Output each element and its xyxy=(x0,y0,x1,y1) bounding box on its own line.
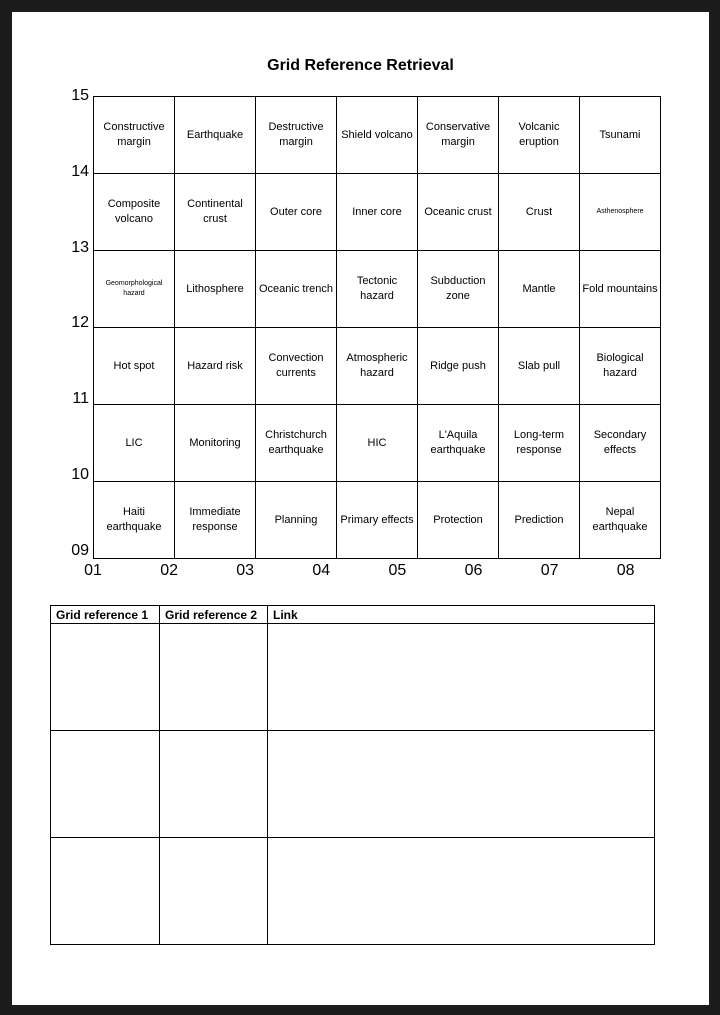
y-axis-label: 15 xyxy=(71,87,89,104)
grid-cell: Subduction zone xyxy=(418,251,499,328)
header-grid-reference-1: Grid reference 1 xyxy=(51,606,160,624)
link-cell[interactable] xyxy=(268,838,655,945)
grid-cell: Volcanic eruption xyxy=(499,97,580,174)
grid-row xyxy=(94,97,661,174)
grid-row xyxy=(94,328,661,405)
grid-cell: Composite volcano xyxy=(94,174,175,251)
grid-reference-1-cell[interactable] xyxy=(51,731,160,838)
grid-cell: Monitoring xyxy=(175,405,256,482)
grid-row xyxy=(94,405,661,482)
link-table xyxy=(50,605,655,945)
grid-cell: Haiti earthquake xyxy=(94,482,175,559)
link-table-header-row xyxy=(51,606,655,624)
header-link: Link xyxy=(268,606,655,624)
grid-cell: Shield volcano xyxy=(337,97,418,174)
grid-cell: Immediate response xyxy=(175,482,256,559)
y-axis-label: 11 xyxy=(72,390,89,408)
grid-cell: Continental crust xyxy=(175,174,256,251)
grid-cell: Earthquake xyxy=(175,97,256,174)
grid-cell: Destructive margin xyxy=(256,97,337,174)
grid-cell: Tsunami xyxy=(580,97,661,174)
grid-reference-1-cell[interactable] xyxy=(51,624,160,731)
grid-cell: Secondary effects xyxy=(580,405,661,482)
link-table-row xyxy=(51,838,655,945)
y-axis-label: 09 xyxy=(71,541,89,559)
y-axis-label: 10 xyxy=(71,466,89,483)
grid-cell: Slab pull xyxy=(499,328,580,405)
grid-cell: Oceanic crust xyxy=(418,174,499,251)
grid-cell: Mantle xyxy=(499,251,580,328)
worksheet-page xyxy=(12,12,709,1005)
x-axis-label: 08 xyxy=(616,561,635,579)
header-grid-reference-2: Grid reference 2 xyxy=(160,606,268,624)
y-axis-label: 13 xyxy=(71,238,89,256)
grid-cell: Primary effects xyxy=(337,482,418,559)
x-axis-label: 02 xyxy=(160,561,178,579)
grid-cell: Fold mountains xyxy=(580,251,661,328)
grid-cell: HIC xyxy=(337,405,418,482)
grid-cell: Christchurch earthquake xyxy=(256,405,337,482)
grid-cell: Conservative margin xyxy=(418,97,499,174)
grid-cell: Long-term response xyxy=(499,405,580,482)
grid-cell: Planning xyxy=(256,482,337,559)
grid-cell: Lithosphere xyxy=(175,251,256,328)
grid-cell: Asthenosphere xyxy=(580,174,661,251)
grid-cell: Biological hazard xyxy=(580,328,661,405)
grid-cell: Crust xyxy=(499,174,580,251)
grid-cell: Constructive margin xyxy=(94,97,175,174)
grid-cell: Ridge push xyxy=(418,328,499,405)
grid-cell: LIC xyxy=(94,405,175,482)
grid-cell: Outer core xyxy=(256,174,337,251)
glossary-grid xyxy=(93,96,661,559)
grid-cell: Tectonic hazard xyxy=(337,251,418,328)
grid-cell: Prediction xyxy=(499,482,580,559)
grid-row xyxy=(94,251,661,328)
y-axis-label: 12 xyxy=(71,314,89,332)
grid-cell: Nepal earthquake xyxy=(580,482,661,559)
x-axis-label: 07 xyxy=(540,561,559,579)
grid-cell: Geomorphological hazard xyxy=(94,251,175,328)
grid-reference-2-cell[interactable] xyxy=(160,624,268,731)
grid-cell: Inner core xyxy=(337,174,418,251)
grid-reference-1-cell[interactable] xyxy=(51,838,160,945)
grid-cell: Convection currents xyxy=(256,328,337,405)
grid-cell: Oceanic trench xyxy=(256,251,337,328)
x-axis-label: 05 xyxy=(388,561,407,579)
grid-reference-2-cell[interactable] xyxy=(160,731,268,838)
page-title: Grid Reference Retrieval xyxy=(267,57,454,74)
grid-cell: Atmospheric hazard xyxy=(337,328,418,405)
grid-row xyxy=(94,482,661,559)
link-table-row xyxy=(51,731,655,838)
grid-cell: Protection xyxy=(418,482,499,559)
link-cell[interactable] xyxy=(268,624,655,731)
grid-cell: Hot spot xyxy=(94,328,175,405)
y-axis-label: 14 xyxy=(71,162,89,180)
x-axis-label: 01 xyxy=(84,561,102,579)
x-axis-label: 06 xyxy=(464,561,483,579)
x-axis-label: 04 xyxy=(312,561,331,579)
grid-cell: Hazard risk xyxy=(175,328,256,405)
grid-cell: L'Aquila earthquake xyxy=(418,405,499,482)
grid-reference-2-cell[interactable] xyxy=(160,838,268,945)
link-cell[interactable] xyxy=(268,731,655,838)
link-table-row xyxy=(51,624,655,731)
grid-row xyxy=(94,174,661,251)
x-axis-label: 03 xyxy=(236,561,255,579)
